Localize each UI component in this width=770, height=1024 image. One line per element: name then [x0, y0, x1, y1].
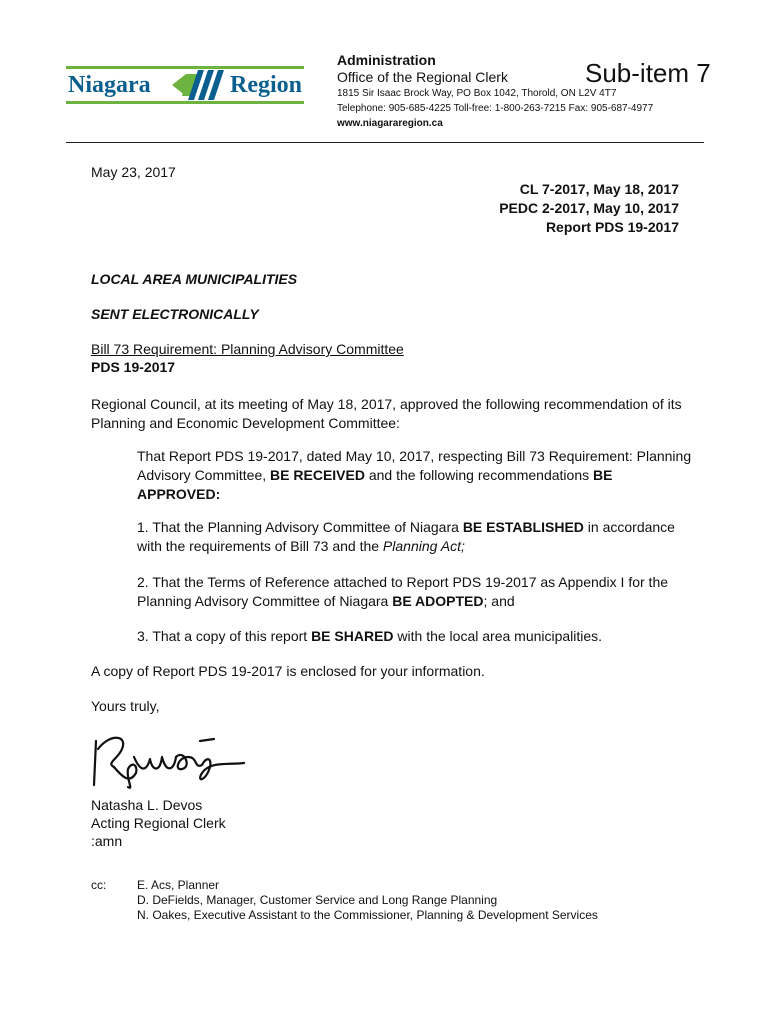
recipient-line: LOCAL AREA MUNICIPALITIES [91, 271, 298, 287]
recommendation-1 [137, 518, 697, 556]
cc-recipient: E. Acs, Planner [137, 878, 220, 892]
typist-initials: :amn [91, 833, 123, 849]
rec3-text: 3. That a copy of this report [137, 628, 312, 644]
rec2-emphasis: BE ADOPTED [392, 593, 484, 609]
signer-title: Acting Regional Clerk [91, 815, 226, 831]
rec-intro-text: That Report PDS 19-2017, dated May 10, 2017, respecting Bill 73 Requirement: Planning Advisory Committee, [137, 448, 692, 483]
letter-date: May 23, 2017 [91, 164, 176, 180]
niagara-region-logo [66, 66, 304, 104]
logo-text-right: Region [230, 72, 302, 98]
cc-list [137, 878, 598, 923]
subject-reference: PDS 19-2017 [91, 359, 176, 375]
recommendation-3 [137, 627, 697, 646]
rec1-italic: Planning Act; [382, 538, 465, 554]
rec2-text: ; and [483, 593, 515, 609]
logo-bottom-bar [66, 101, 304, 104]
cc-recipient: N. Oakes, Executive Assistant to the Commissioner, Planning & Development Services [137, 908, 598, 922]
enclosure-note: A copy of Report PDS 19-2017 is enclosed for your information. [91, 663, 485, 679]
rec3-text: with the local area municipalities. [393, 628, 603, 644]
signer-name: Natasha L. Devos [91, 797, 203, 813]
closing-line: Yours truly, [91, 698, 160, 714]
signature-block [91, 796, 226, 850]
rec-intro-emphasis: BE APPROVED: [137, 467, 613, 502]
cc-label: cc: [91, 878, 107, 892]
office-address: 1815 Sir Isaac Brock Way, PO Box 1042, Thorold, ON L2V 4T7 [337, 88, 617, 99]
reference-line: PEDC 2-2017, May 10, 2017 [499, 200, 679, 216]
rec1-emphasis: BE ESTABLISHED [462, 519, 584, 535]
logo-slashes-icon [172, 68, 228, 102]
sub-item-label: Sub-item 7 [585, 58, 711, 88]
department-title: Administration [337, 52, 436, 68]
cc-recipient: D. DeFields, Manager, Customer Service and Long Range Planning [137, 893, 498, 907]
subject-line: Bill 73 Requirement: Planning Advisory Committee [91, 341, 404, 357]
recommendation-intro [137, 447, 697, 504]
recommendation-2 [137, 573, 697, 611]
rec1-text: 1. That the Planning Advisory Committee of Niagara [137, 519, 463, 535]
rec-intro-text: and the following recommendations [364, 467, 593, 483]
office-telephone: Telephone: 905-685-4225 Toll-free: 1-800-263-7215 Fax: 905-687-4977 [337, 103, 654, 114]
rec2-text: 2. That the Terms of Reference attached to Report PDS 19-2017 as Appendix I for the Planning Advisory Committee of Niagara [137, 574, 669, 609]
logo-text-left: Niagara [68, 72, 151, 98]
header-divider [66, 142, 704, 143]
rec-intro-emphasis: BE RECEIVED [270, 467, 365, 483]
rec3-emphasis: BE SHARED [311, 628, 394, 644]
delivery-line: SENT ELECTRONICALLY [91, 306, 259, 322]
office-name: Office of the Regional Clerk [337, 69, 508, 85]
reference-line: CL 7-2017, May 18, 2017 [519, 181, 679, 197]
reference-block [499, 180, 679, 237]
intro-paragraph: Regional Council, at its meeting of May 18, 2017, approved the following recommendation of its Planning and Economic Development Committee: [91, 396, 682, 431]
handwritten-signature [88, 727, 248, 793]
rec1-text: in accordance with the requirements of Bill 73 and the [137, 519, 675, 554]
office-website: www.niagararegion.ca [337, 118, 443, 129]
reference-line: Report PDS 19-2017 [545, 219, 679, 235]
